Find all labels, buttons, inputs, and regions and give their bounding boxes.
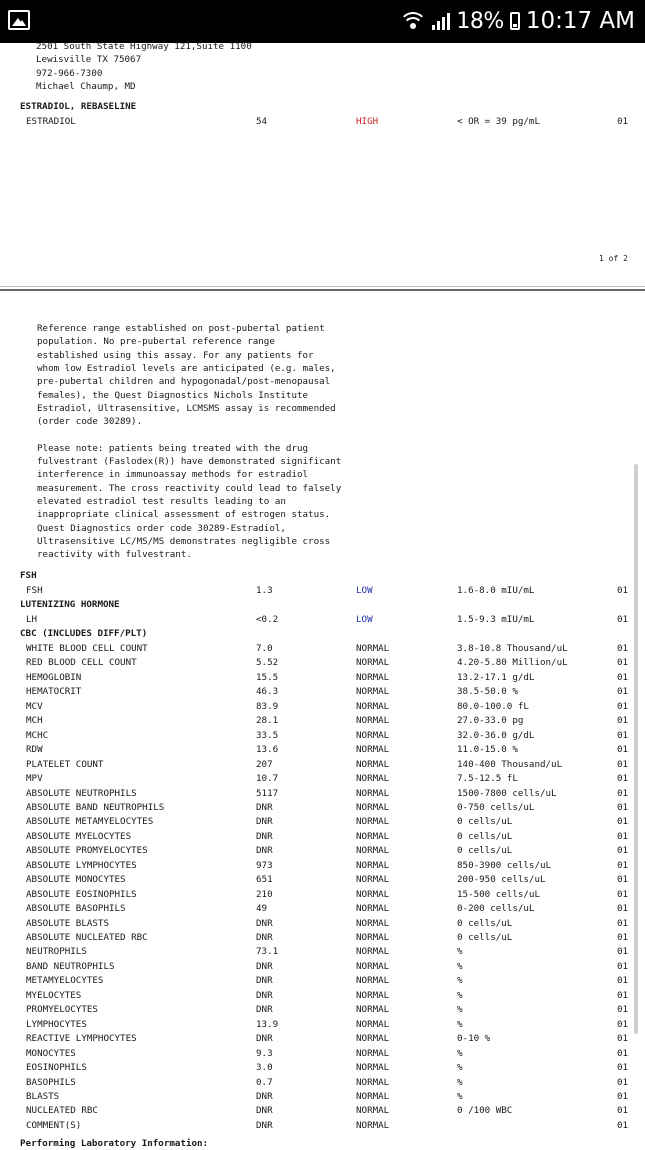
- lab-code: 01: [617, 700, 629, 712]
- reference-range: 80.0-100.0 fL: [457, 700, 529, 712]
- test-value: 973: [256, 859, 273, 871]
- footer-heading: Performing Laboratory Information:: [20, 1138, 209, 1149]
- reference-range: 0 cells/uL: [457, 816, 513, 828]
- test-name: REACTIVE LYMPHOCYTES: [26, 1033, 137, 1045]
- lab-code: 01: [617, 744, 629, 756]
- test-name: MYELOCYTES: [26, 989, 82, 1001]
- lab-code: 01: [617, 888, 629, 900]
- test-value: 46.3: [256, 686, 279, 698]
- table-row: [0, 614, 645, 628]
- test-value: DNR: [256, 816, 273, 828]
- test-name: MCH: [26, 715, 43, 727]
- test-flag: NORMAL: [356, 888, 390, 900]
- note-line: Estradiol, Ultrasensitive, LCMSMS assay is recommended: [37, 402, 336, 414]
- test-value: DNR: [256, 845, 273, 857]
- test-name: BASOPHILS: [26, 1076, 76, 1088]
- reference-range: %: [457, 1090, 463, 1102]
- note-line: (order code 30289).: [37, 416, 143, 428]
- lab-code: 01: [617, 643, 629, 654]
- note-line: established using this assay. For any patients for: [37, 349, 314, 361]
- table-row: [0, 845, 645, 859]
- test-value: DNR: [256, 830, 273, 842]
- table-row: [0, 1062, 645, 1076]
- test-value: 49: [256, 903, 268, 915]
- test-name: RED BLOOD CELL COUNT: [26, 657, 137, 669]
- reference-range: 200-950 cells/uL: [457, 874, 546, 886]
- test-flag: NORMAL: [356, 643, 390, 654]
- test-flag: HIGH: [356, 116, 379, 127]
- test-flag: NORMAL: [356, 917, 390, 929]
- table-row: [0, 773, 645, 787]
- lab-code: 01: [617, 975, 629, 987]
- test-name: ABSOLUTE BLASTS: [26, 917, 109, 929]
- reference-range: 4.20-5.80 Million/uL: [457, 657, 568, 669]
- test-value: 5.52: [256, 657, 279, 669]
- test-flag: NORMAL: [356, 960, 390, 972]
- table-row: [0, 672, 645, 686]
- test-flag: NORMAL: [356, 1018, 390, 1030]
- test-name: ABSOLUTE PROMYELOCYTES: [26, 845, 148, 857]
- test-flag: NORMAL: [356, 946, 390, 958]
- note-line: whom low Estradiol levels are anticipated (e.g. males,: [37, 362, 336, 374]
- table-row: [0, 802, 645, 816]
- test-name: MPV: [26, 773, 43, 785]
- lab-code: 01: [617, 946, 629, 958]
- test-flag: NORMAL: [356, 787, 390, 799]
- lab-code: 01: [617, 960, 629, 972]
- test-value: 13.9: [256, 1018, 279, 1030]
- reference-range: %: [457, 989, 463, 1001]
- test-flag: LOW: [356, 614, 373, 625]
- reference-range: 0 cells/uL: [457, 917, 513, 929]
- test-value: 73.1: [256, 946, 279, 958]
- reference-range: 0 cells/uL: [457, 932, 513, 943]
- table-row: [0, 643, 645, 657]
- test-value: 0.7: [256, 1076, 273, 1088]
- reference-range: 0-200 cells/uL: [457, 903, 535, 915]
- test-name: RDW: [26, 744, 43, 756]
- table-row: [0, 788, 645, 802]
- address-line: Lewisville TX 75067: [36, 54, 142, 65]
- table-row: [0, 831, 645, 845]
- test-flag: NORMAL: [356, 989, 390, 1001]
- table-row: [0, 759, 645, 773]
- test-name: NUCLEATED RBC: [26, 1105, 98, 1117]
- table-row: [0, 686, 645, 700]
- test-name: NEUTROPHILS: [26, 946, 87, 958]
- test-name: HEMOGLOBIN: [26, 671, 82, 683]
- note-line: Ultrasensitive LC/MS/MS demonstrates negligible cross: [37, 535, 331, 547]
- test-value: <0.2: [256, 614, 279, 625]
- test-value: 210: [256, 888, 273, 900]
- lab-code: 01: [617, 1033, 629, 1045]
- note-line: females), the Quest Diagnostics Nichols Institute: [37, 389, 309, 401]
- test-name: ABSOLUTE MONOCYTES: [26, 874, 126, 886]
- lab-code: 01: [617, 830, 629, 842]
- lab-code: 01: [617, 903, 629, 915]
- reference-range: %: [457, 1047, 463, 1059]
- test-value: DNR: [256, 960, 273, 972]
- note-line: elevated estradiol test results leading to an: [37, 495, 286, 507]
- test-value: 3.0: [256, 1062, 273, 1074]
- reference-range: 27.0-33.0 pg: [457, 715, 524, 727]
- reference-range: 7.5-12.5 fL: [457, 773, 518, 785]
- lab-code: 01: [617, 1004, 629, 1016]
- lab-code: 01: [617, 859, 629, 871]
- battery-percent: 18%: [456, 8, 504, 34]
- reference-range: 32.0-36.0 g/dL: [457, 729, 535, 741]
- table-row: [0, 990, 645, 1004]
- test-flag: NORMAL: [356, 729, 390, 741]
- test-name: EOSINOPHILS: [26, 1062, 87, 1074]
- page-divider: [0, 289, 645, 291]
- test-flag: NORMAL: [356, 686, 390, 698]
- address-line: 972-966-7300: [36, 68, 103, 79]
- test-value: 7.0: [256, 643, 273, 654]
- reference-range: 3.8-10.8 Thousand/uL: [457, 643, 568, 654]
- lab-code: 01: [617, 845, 629, 857]
- reference-range: 1.6-8.0 mIU/mL: [457, 585, 535, 596]
- reference-range: 1500-7800 cells/uL: [457, 787, 557, 799]
- signal-strength-icon: [432, 12, 450, 30]
- lab-code: 01: [617, 1018, 629, 1030]
- lab-code: 01: [617, 116, 629, 127]
- reference-range: 850-3900 cells/uL: [457, 859, 552, 871]
- test-value: DNR: [256, 989, 273, 1001]
- test-name: MCHC: [26, 729, 49, 741]
- test-name: BLASTS: [26, 1090, 60, 1102]
- test-flag: NORMAL: [356, 671, 390, 683]
- note-line: inappropriate clinical assessment of estrogen status.: [37, 509, 331, 521]
- reference-range: 1.5-9.3 mIU/mL: [457, 614, 535, 625]
- test-flag: NORMAL: [356, 715, 390, 727]
- test-name: ABSOLUTE BAND NEUTROPHILS: [26, 801, 165, 813]
- section-heading-cbc: CBC (INCLUDES DIFF/PLT): [20, 628, 148, 639]
- table-row: [0, 946, 645, 960]
- lab-code: 01: [617, 801, 629, 813]
- reference-range: 11.0-15.0 %: [457, 744, 518, 756]
- test-name: LYMPHOCYTES: [26, 1018, 87, 1030]
- test-flag: NORMAL: [356, 903, 390, 915]
- table-row: [0, 1120, 645, 1134]
- lab-code: 01: [617, 686, 629, 698]
- test-value: 33.5: [256, 729, 279, 741]
- test-value: 15.5: [256, 671, 279, 683]
- table-row: [0, 1033, 645, 1047]
- test-flag: NORMAL: [356, 975, 390, 987]
- lab-code: 01: [617, 816, 629, 828]
- lab-code: 01: [617, 773, 629, 785]
- table-row: [0, 918, 645, 932]
- note-line: interference in immunoassay methods for estradiol: [37, 469, 309, 481]
- table-row: [0, 1105, 645, 1119]
- table-row: [0, 1019, 645, 1033]
- lab-code: 01: [617, 657, 629, 669]
- reference-range: %: [457, 1062, 463, 1074]
- test-name: PLATELET COUNT: [26, 758, 104, 770]
- table-row: [0, 860, 645, 874]
- test-value: 651: [256, 874, 273, 886]
- test-flag: NORMAL: [356, 1119, 390, 1131]
- test-flag: NORMAL: [356, 1033, 390, 1045]
- reference-range: %: [457, 1004, 463, 1016]
- lab-code: 01: [617, 874, 629, 886]
- test-name: ABSOLUTE BASOPHILS: [26, 903, 126, 915]
- table-row: [0, 657, 645, 671]
- lab-code: 01: [617, 1047, 629, 1059]
- test-value: DNR: [256, 932, 273, 943]
- address-line: 2501 South State Highway 121,Suite 1100: [36, 41, 252, 52]
- note-line: fulvestrant (Faslodex(R)) have demonstrated significant: [37, 456, 342, 467]
- test-name: PROMYELOCYTES: [26, 1004, 98, 1016]
- test-flag: NORMAL: [356, 1004, 390, 1016]
- lab-code: 01: [617, 1062, 629, 1074]
- reference-range: %: [457, 1076, 463, 1088]
- test-value: DNR: [256, 975, 273, 987]
- table-row: [0, 585, 645, 599]
- test-value: DNR: [256, 1033, 273, 1045]
- test-value: 207: [256, 758, 273, 770]
- test-value: 9.3: [256, 1047, 273, 1059]
- lab-code: 01: [617, 989, 629, 1001]
- test-flag: NORMAL: [356, 1062, 390, 1074]
- test-name: ABSOLUTE EOSINOPHILS: [26, 888, 137, 900]
- note-line: population. No pre-pubertal reference range: [37, 336, 275, 348]
- section-heading-lh: LUTENIZING HORMONE: [20, 599, 120, 610]
- test-flag: NORMAL: [356, 816, 390, 828]
- note-line: pre-pubertal children and hypogonadal/post-menopausal: [37, 376, 331, 388]
- test-name: FSH: [26, 585, 43, 596]
- reference-range: 13.2-17.1 g/dL: [457, 671, 535, 683]
- test-flag: NORMAL: [356, 773, 390, 785]
- lab-code: 01: [617, 917, 629, 929]
- note-line: measurement. The cross reactivity could lead to falsely: [37, 482, 342, 494]
- test-flag: NORMAL: [356, 1076, 390, 1088]
- test-value: 1.3: [256, 585, 273, 596]
- test-name: LH: [26, 614, 38, 625]
- note-line: reactivity with fulvestrant.: [37, 549, 192, 561]
- test-flag: NORMAL: [356, 1090, 390, 1102]
- lab-code: 01: [617, 932, 629, 943]
- status-bar: [0, 0, 645, 43]
- table-row: [0, 1004, 645, 1018]
- table-row: [0, 889, 645, 903]
- clock: 10:17 AM: [525, 8, 635, 34]
- battery-icon: [510, 12, 520, 30]
- test-flag: LOW: [356, 585, 373, 596]
- page-number: 1 of 2: [599, 254, 628, 263]
- scrollbar[interactable]: [634, 464, 638, 1034]
- test-value: DNR: [256, 917, 273, 929]
- test-flag: NORMAL: [356, 758, 390, 770]
- wifi-icon: [400, 12, 426, 30]
- lab-code: 01: [617, 787, 629, 799]
- test-flag: NORMAL: [356, 744, 390, 756]
- table-row: [0, 903, 645, 917]
- test-value: DNR: [256, 1105, 273, 1117]
- test-value: 54: [256, 116, 268, 127]
- reference-range: 0 cells/uL: [457, 830, 513, 842]
- lab-code: 01: [617, 614, 629, 625]
- table-row: [0, 701, 645, 715]
- test-value: 5117: [256, 787, 279, 799]
- lab-code: 01: [617, 729, 629, 741]
- test-name: ABSOLUTE NUCLEATED RBC: [26, 932, 148, 943]
- table-row: [0, 715, 645, 729]
- reference-range: %: [457, 960, 463, 972]
- table-row: [0, 116, 645, 130]
- test-flag: NORMAL: [356, 700, 390, 712]
- reference-range: 38.5-50.0 %: [457, 686, 518, 698]
- test-name: BAND NEUTROPHILS: [26, 960, 115, 972]
- reference-range: 0 /100 WBC: [457, 1105, 513, 1117]
- test-flag: NORMAL: [356, 657, 390, 669]
- test-flag: NORMAL: [356, 874, 390, 886]
- lab-code: 01: [617, 585, 629, 596]
- test-value: 10.7: [256, 773, 279, 785]
- test-flag: NORMAL: [356, 932, 390, 943]
- table-row: [0, 1091, 645, 1105]
- section-heading-fsh: FSH: [20, 570, 37, 581]
- reference-range: %: [457, 1018, 463, 1030]
- test-name: WHITE BLOOD CELL COUNT: [26, 643, 148, 654]
- test-name: COMMENT(S): [26, 1119, 82, 1131]
- note-line: Reference range established on post-pubertal patient: [37, 323, 325, 334]
- lab-code: 01: [617, 758, 629, 770]
- test-value: DNR: [256, 1119, 273, 1131]
- reference-range: %: [457, 946, 463, 958]
- physician-name: Michael Chaump, MD: [36, 81, 136, 92]
- test-flag: NORMAL: [356, 845, 390, 857]
- test-value: 28.1: [256, 715, 279, 727]
- reference-range: < OR = 39 pg/mL: [457, 116, 540, 127]
- table-row: [0, 744, 645, 758]
- lab-code: 01: [617, 1076, 629, 1088]
- lab-code: 01: [617, 1119, 629, 1131]
- test-name: ABSOLUTE METAMYELOCYTES: [26, 816, 154, 828]
- note-line: Quest Diagnostics order code 30289-Estradiol,: [37, 522, 286, 534]
- test-flag: NORMAL: [356, 801, 390, 813]
- table-row: [0, 1048, 645, 1062]
- test-name: ABSOLUTE LYMPHOCYTES: [26, 859, 137, 871]
- table-row: [0, 730, 645, 744]
- test-name: HEMATOCRIT: [26, 686, 82, 698]
- test-name: ABSOLUTE MYELOCYTES: [26, 830, 132, 842]
- reference-range: 0 cells/uL: [457, 845, 513, 857]
- test-value: DNR: [256, 1004, 273, 1016]
- lab-code: 01: [617, 1105, 629, 1117]
- test-flag: NORMAL: [356, 1105, 390, 1117]
- test-name: MCV: [26, 700, 43, 712]
- section-heading-estradiol: ESTRADIOL, REBASELINE: [20, 101, 137, 112]
- gallery-notification-icon: [8, 10, 30, 30]
- table-row: [0, 816, 645, 830]
- test-value: DNR: [256, 1090, 273, 1102]
- lab-code: 01: [617, 1090, 629, 1102]
- table-row: [0, 1077, 645, 1091]
- test-value: 13.6: [256, 744, 279, 756]
- reference-range: 0-750 cells/uL: [457, 801, 535, 813]
- test-flag: NORMAL: [356, 859, 390, 871]
- test-flag: NORMAL: [356, 1047, 390, 1059]
- lab-code: 01: [617, 715, 629, 727]
- test-name: MONOCYTES: [26, 1047, 76, 1059]
- table-row: [0, 874, 645, 888]
- page-divider: [0, 286, 645, 287]
- table-row: [0, 975, 645, 989]
- table-row: [0, 961, 645, 975]
- test-value: 83.9: [256, 700, 279, 712]
- reference-range: 0-10 %: [457, 1033, 491, 1045]
- test-flag: NORMAL: [356, 830, 390, 842]
- reference-range: 15-500 cells/uL: [457, 888, 540, 900]
- note-line: Please note: patients being treated with the drug: [37, 442, 309, 454]
- test-name: METAMYELOCYTES: [26, 975, 104, 987]
- reference-range: 140-400 Thousand/uL: [457, 758, 563, 770]
- lab-code: 01: [617, 671, 629, 683]
- test-name: ABSOLUTE NEUTROPHILS: [26, 787, 137, 799]
- test-value: DNR: [256, 801, 273, 813]
- test-name: ESTRADIOL: [26, 116, 76, 127]
- table-row: [0, 932, 645, 946]
- reference-range: %: [457, 975, 463, 987]
